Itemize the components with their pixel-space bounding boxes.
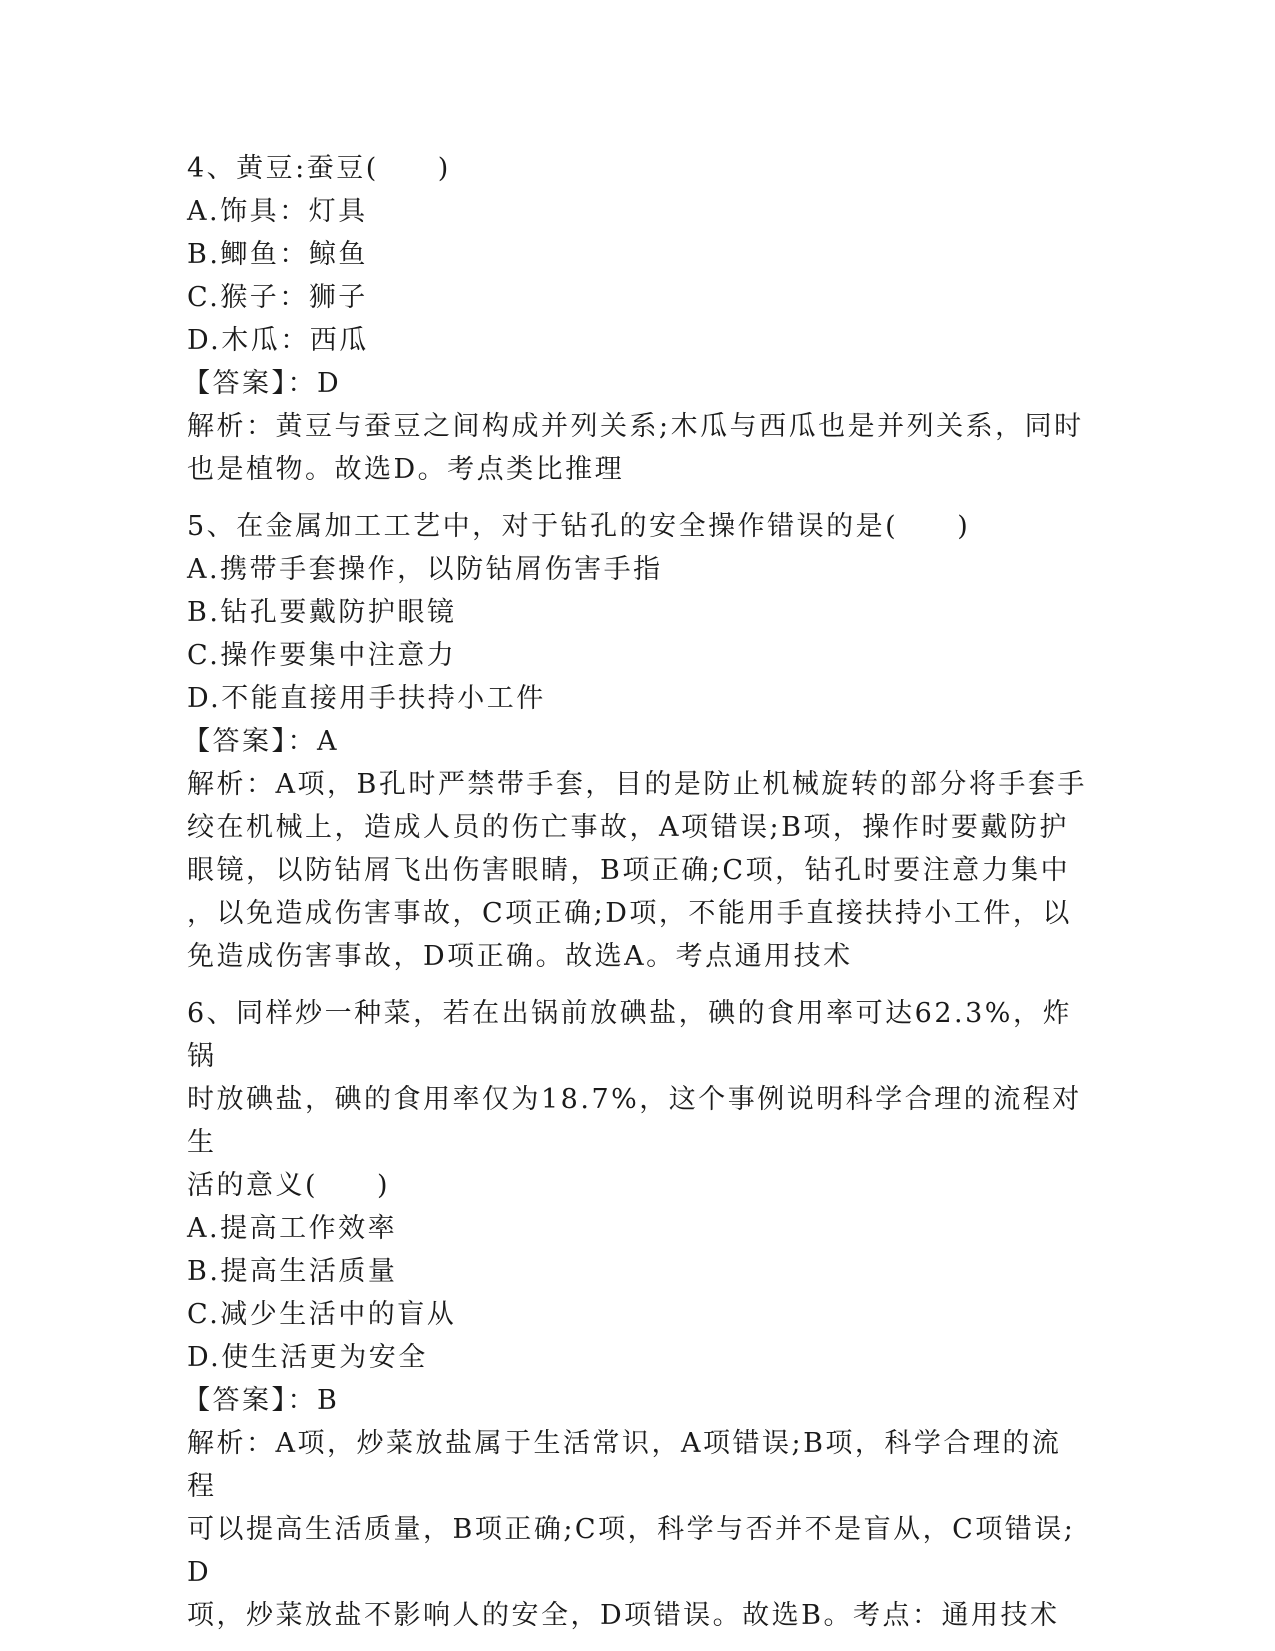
- analysis-line: 解析：A项，炒菜放盐属于生活常识，A项错误;B项，科学合理的流程: [187, 1428, 1062, 1502]
- option-c: C.操作要集中注意力: [187, 640, 457, 671]
- analysis-line: 也是植物。故选D。考点类比推理: [187, 454, 625, 485]
- answer-label: 【答案】：B: [183, 1385, 340, 1416]
- question-stem: 活的意义( ): [187, 1170, 391, 1201]
- option-d: D.使生活更为安全: [187, 1342, 428, 1373]
- question-stem: 6、同样炒一种菜，若在出锅前放碘盐，碘的食用率可达62.3%，炸锅: [187, 998, 1072, 1072]
- option-b: B.鲫鱼：鲸鱼: [187, 239, 368, 270]
- option-a: A.携带手套操作，以防钻屑伤害手指: [187, 554, 663, 585]
- analysis-line: 项，炒菜放盐不影响人的安全，D项错误。故选B。考点：通用技术: [187, 1600, 1060, 1631]
- analysis-line: 解析：A项，B孔时严禁带手套，目的是防止机械旋转的部分将手套手: [187, 769, 1087, 800]
- question-stem: 5、在金属加工工艺中，对于钻孔的安全操作错误的是( ): [187, 511, 971, 542]
- analysis-line: 绞在机械上，造成人员的伤亡事故，A项错误;B项，操作时要戴防护: [187, 812, 1069, 843]
- question-6: [183, 992, 1087, 1637]
- option-d: D.木瓜：西瓜: [187, 325, 369, 356]
- option-a: A.提高工作效率: [187, 1213, 398, 1244]
- analysis-line: 免造成伤害事故，D项正确。故选A。考点通用技术: [187, 941, 853, 972]
- question-stem: 时放碘盐，碘的食用率仅为18.7%，这个事例说明科学合理的流程对生: [187, 1084, 1082, 1158]
- answer-label: 【答案】：A: [183, 726, 339, 757]
- option-b: B.提高生活质量: [187, 1256, 398, 1287]
- question-5: [183, 505, 1087, 978]
- question-stem: 4、黄豆:蚕豆( ): [187, 153, 451, 184]
- option-a: A.饰具：灯具: [187, 196, 368, 227]
- document-content: [183, 147, 1087, 1651]
- analysis-line: 可以提高生活质量，B项正确;C项，科学与否并不是盲从，C项错误;D: [187, 1514, 1076, 1588]
- analysis-line: 眼镜，以防钻屑飞出伤害眼睛，B项正确;C项，钻孔时要注意力集中: [187, 855, 1071, 886]
- answer-label: 【答案】：D: [183, 368, 342, 399]
- option-c: C.猴子：狮子: [187, 282, 368, 313]
- option-b: B.钻孔要戴防护眼镜: [187, 597, 457, 628]
- analysis-line: 解析：黄豆与蚕豆之间构成并列关系;木瓜与西瓜也是并列关系，同时: [187, 411, 1084, 442]
- question-4: [183, 147, 1087, 491]
- analysis-line: ，以免造成伤害事故，C项正确;D项，不能用手直接扶持小工件，以: [187, 898, 1072, 929]
- option-c: C.减少生活中的盲从: [187, 1299, 457, 1330]
- option-d: D.不能直接用手扶持小工件: [187, 683, 546, 714]
